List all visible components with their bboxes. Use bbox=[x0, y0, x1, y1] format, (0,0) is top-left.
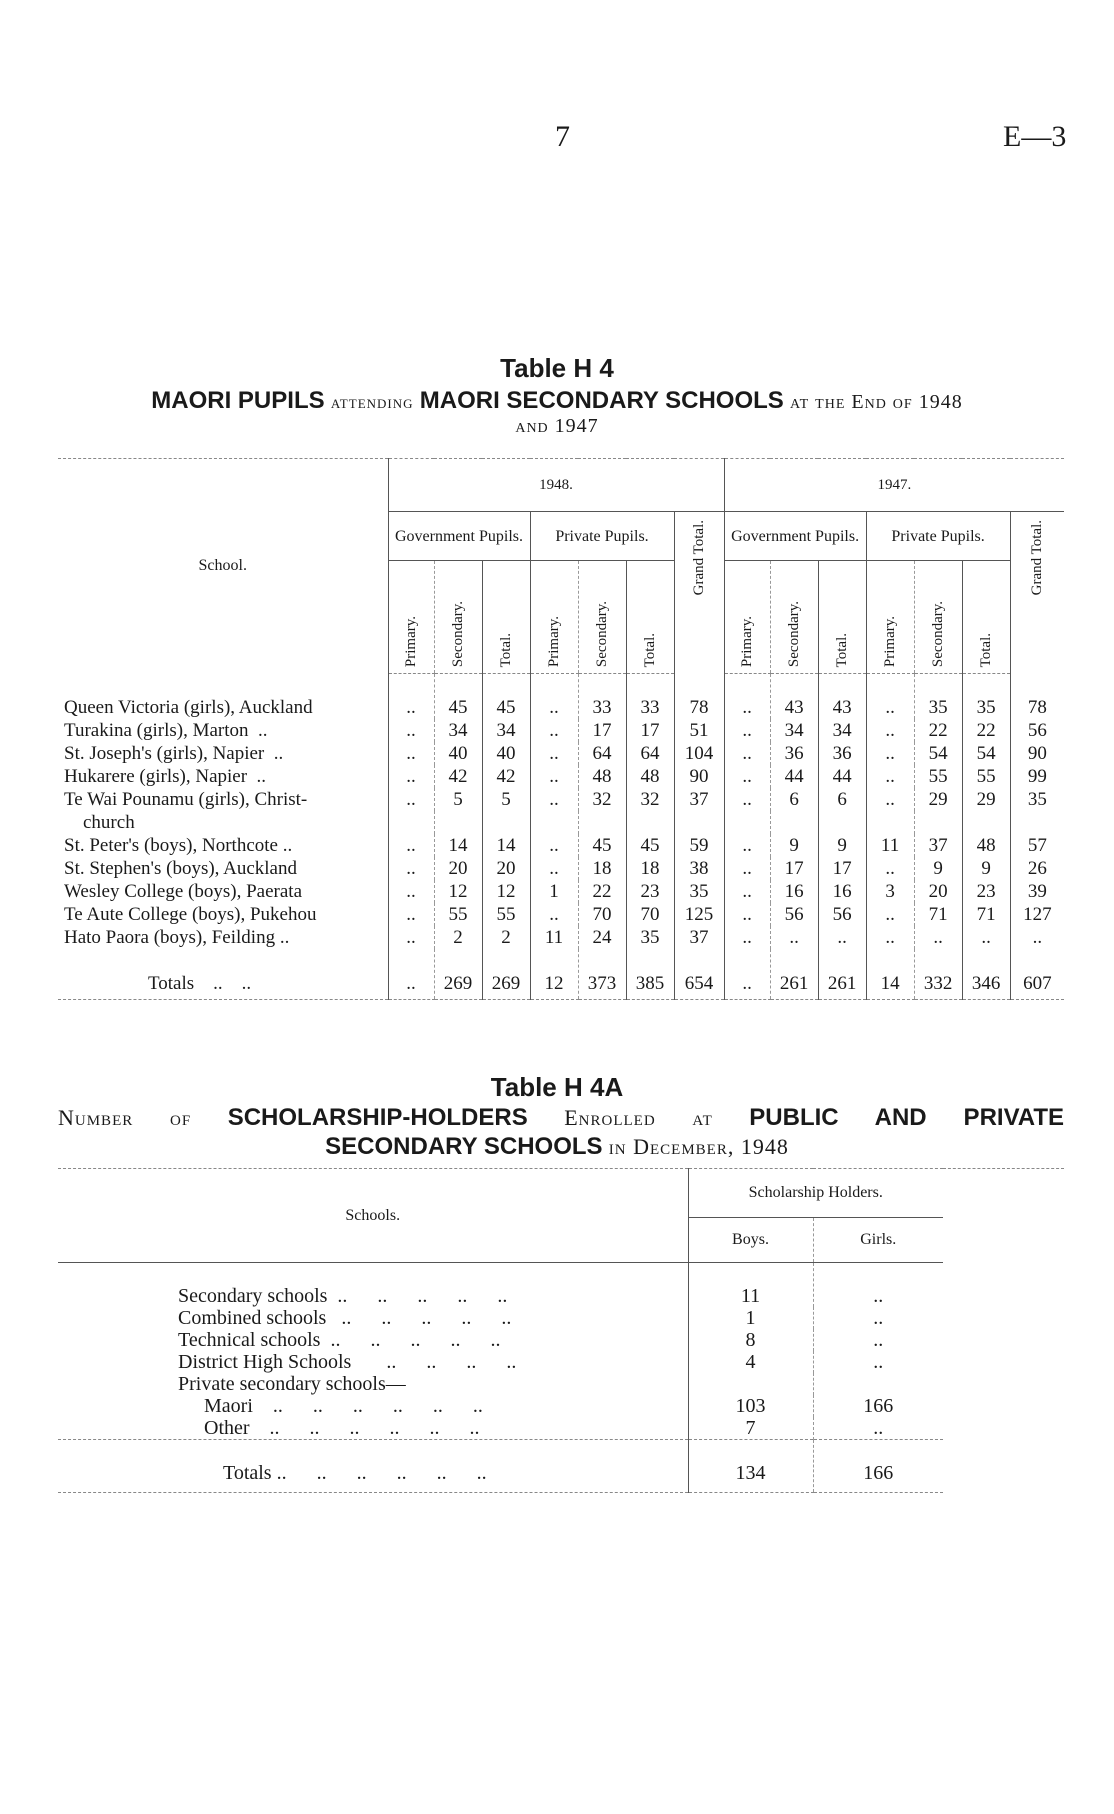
value-cell: 9 bbox=[914, 857, 962, 880]
value-cell: 6 bbox=[770, 788, 818, 811]
value-cell: 59 bbox=[674, 834, 724, 857]
value-cell: 2 bbox=[434, 926, 482, 949]
value-cell bbox=[578, 811, 626, 834]
value-cell: 20 bbox=[482, 857, 530, 880]
value-cell bbox=[818, 811, 866, 834]
value-cell: 32 bbox=[578, 788, 626, 811]
value-cell: 22 bbox=[962, 719, 1010, 742]
girls-cell bbox=[813, 1373, 943, 1395]
value-cell: 55 bbox=[914, 765, 962, 788]
subtitle-part: MAORI PUPILS bbox=[151, 387, 325, 414]
value-cell: 5 bbox=[482, 788, 530, 811]
subtitle-part: attending bbox=[330, 392, 414, 412]
table-row bbox=[58, 1329, 1064, 1351]
value-cell: 33 bbox=[626, 674, 674, 720]
value-cell: 18 bbox=[578, 857, 626, 880]
value-cell: .. bbox=[914, 926, 962, 949]
value-cell: 24 bbox=[578, 926, 626, 949]
value-cell: 48 bbox=[962, 834, 1010, 857]
value-cell: 44 bbox=[770, 765, 818, 788]
value-cell: .. bbox=[388, 788, 434, 811]
table-row bbox=[58, 811, 1064, 834]
value-cell: .. bbox=[530, 742, 578, 765]
value-cell: 56 bbox=[1010, 719, 1064, 742]
value-cell: .. bbox=[770, 926, 818, 949]
value-cell: 35 bbox=[914, 674, 962, 720]
value-cell: .. bbox=[866, 903, 914, 926]
value-cell: 57 bbox=[1010, 834, 1064, 857]
value-cell bbox=[530, 811, 578, 834]
column-header-secondary: Secondary. bbox=[578, 561, 626, 674]
value-cell: 23 bbox=[962, 880, 1010, 903]
value-cell: 29 bbox=[914, 788, 962, 811]
value-cell: .. bbox=[388, 674, 434, 720]
schools-column-header: Schools. bbox=[58, 1169, 688, 1263]
value-cell: .. bbox=[530, 765, 578, 788]
value-cell bbox=[866, 811, 914, 834]
value-cell: 9 bbox=[770, 834, 818, 857]
school-name-cell: Te Aute College (boys), Pukehou bbox=[64, 904, 317, 925]
value-cell: 55 bbox=[482, 903, 530, 926]
value-cell bbox=[770, 811, 818, 834]
value-cell: 45 bbox=[626, 834, 674, 857]
value-cell: 16 bbox=[818, 880, 866, 903]
value-cell: .. bbox=[530, 857, 578, 880]
table-row bbox=[58, 765, 1064, 788]
value-cell: .. bbox=[866, 719, 914, 742]
value-cell: .. bbox=[724, 834, 770, 857]
value-cell: 42 bbox=[434, 765, 482, 788]
table-row bbox=[58, 719, 1064, 742]
value-cell: 78 bbox=[1010, 674, 1064, 720]
school-name-cell: Hato Paora (boys), Feilding .. bbox=[64, 927, 290, 948]
school-name-cell: church bbox=[64, 812, 135, 833]
value-cell: .. bbox=[530, 788, 578, 811]
table-row bbox=[58, 1307, 1064, 1329]
total-value-cell: 261 bbox=[770, 949, 818, 1000]
value-cell: 44 bbox=[818, 765, 866, 788]
boys-total-cell: 134 bbox=[688, 1440, 813, 1493]
value-cell: .. bbox=[530, 719, 578, 742]
value-cell: 71 bbox=[914, 903, 962, 926]
value-cell: 18 bbox=[626, 857, 674, 880]
value-cell: 70 bbox=[578, 903, 626, 926]
value-cell: 32 bbox=[626, 788, 674, 811]
column-header-secondary: Secondary. bbox=[770, 561, 818, 674]
table-row bbox=[58, 1395, 1064, 1417]
totals-row bbox=[58, 949, 1064, 1000]
school-type-cell: District High Schools .. .. .. .. bbox=[178, 1351, 517, 1373]
value-cell: 9 bbox=[962, 857, 1010, 880]
table-row bbox=[58, 1263, 1064, 1308]
value-cell: 45 bbox=[434, 674, 482, 720]
scholarship-holders-header: Scholarship Holders. bbox=[688, 1169, 943, 1218]
value-cell: 23 bbox=[626, 880, 674, 903]
table-row bbox=[58, 1351, 1064, 1373]
total-value-cell: 385 bbox=[626, 949, 674, 1000]
value-cell bbox=[674, 811, 724, 834]
table-row bbox=[58, 1417, 1064, 1440]
total-value-cell: 261 bbox=[818, 949, 866, 1000]
value-cell: .. bbox=[724, 765, 770, 788]
value-cell: 45 bbox=[482, 674, 530, 720]
table-row bbox=[58, 926, 1064, 949]
value-cell: .. bbox=[724, 674, 770, 720]
column-header-primary: Primary. bbox=[724, 561, 770, 674]
value-cell: 48 bbox=[578, 765, 626, 788]
school-type-cell: Maori .. .. .. .. .. .. bbox=[204, 1395, 483, 1417]
value-cell: 6 bbox=[818, 788, 866, 811]
table-h4-subtitle-line2: and 1947 bbox=[515, 415, 599, 437]
value-cell: 34 bbox=[770, 719, 818, 742]
value-cell: .. bbox=[724, 742, 770, 765]
group-header-government: Government Pupils. bbox=[388, 512, 530, 561]
table-row bbox=[58, 674, 1064, 720]
value-cell: 54 bbox=[962, 742, 1010, 765]
value-cell bbox=[482, 811, 530, 834]
value-cell: .. bbox=[388, 926, 434, 949]
group-header-private: Private Pupils. bbox=[866, 512, 1010, 561]
column-header-primary: Primary. bbox=[530, 561, 578, 674]
column-header-secondary: Secondary. bbox=[434, 561, 482, 674]
school-name-cell: Hukarere (girls), Napier .. bbox=[64, 766, 267, 787]
value-cell: 40 bbox=[434, 742, 482, 765]
value-cell: 51 bbox=[674, 719, 724, 742]
value-cell: 2 bbox=[482, 926, 530, 949]
value-cell: 104 bbox=[674, 742, 724, 765]
total-value-cell: 654 bbox=[674, 949, 724, 1000]
table-h4a-subtitle bbox=[58, 1104, 1064, 1132]
value-cell: 43 bbox=[770, 674, 818, 720]
value-cell: 26 bbox=[1010, 857, 1064, 880]
value-cell: 78 bbox=[674, 674, 724, 720]
value-cell: .. bbox=[388, 834, 434, 857]
total-value-cell: 373 bbox=[578, 949, 626, 1000]
value-cell: 22 bbox=[914, 719, 962, 742]
value-cell: 90 bbox=[674, 765, 724, 788]
girls-cell: .. bbox=[813, 1417, 943, 1440]
value-cell: 37 bbox=[674, 788, 724, 811]
column-header-total: Total. bbox=[962, 561, 1010, 674]
value-cell: 14 bbox=[434, 834, 482, 857]
column-header-grand-total: Grand Total. bbox=[674, 512, 724, 674]
total-value-cell: 12 bbox=[530, 949, 578, 1000]
value-cell: 64 bbox=[626, 742, 674, 765]
school-name-cell: Wesley College (boys), Paerata bbox=[64, 881, 303, 902]
value-cell: .. bbox=[818, 926, 866, 949]
column-header-primary: Primary. bbox=[866, 561, 914, 674]
boys-cell: 8 bbox=[688, 1329, 813, 1351]
value-cell: .. bbox=[388, 719, 434, 742]
value-cell: .. bbox=[866, 857, 914, 880]
total-value-cell: .. bbox=[724, 949, 770, 1000]
value-cell: .. bbox=[388, 880, 434, 903]
value-cell: .. bbox=[388, 903, 434, 926]
school-name-cell: Te Wai Pounamu (girls), Christ- bbox=[64, 789, 308, 810]
boys-cell: 4 bbox=[688, 1351, 813, 1373]
document-code: E—3 bbox=[1003, 120, 1067, 153]
value-cell: 9 bbox=[818, 834, 866, 857]
value-cell: 127 bbox=[1010, 903, 1064, 926]
total-value-cell: .. bbox=[388, 949, 434, 1000]
totals-label: Totals .. .. bbox=[58, 949, 388, 1000]
value-cell: .. bbox=[388, 857, 434, 880]
school-type-cell: Technical schools .. .. .. .. .. bbox=[178, 1329, 501, 1351]
value-cell: 16 bbox=[770, 880, 818, 903]
value-cell: 12 bbox=[482, 880, 530, 903]
value-cell: 34 bbox=[482, 719, 530, 742]
value-cell: .. bbox=[866, 765, 914, 788]
school-type-cell: Combined schools .. .. .. .. .. bbox=[178, 1307, 512, 1329]
value-cell: .. bbox=[724, 719, 770, 742]
value-cell: .. bbox=[724, 880, 770, 903]
value-cell: 17 bbox=[770, 857, 818, 880]
table-row bbox=[58, 834, 1064, 857]
column-header-total: Total. bbox=[626, 561, 674, 674]
table-row bbox=[58, 880, 1064, 903]
table-h4-title: Table H 4 bbox=[500, 353, 614, 383]
school-type-cell: Secondary schools .. .. .. .. .. bbox=[178, 1285, 508, 1307]
girls-cell: .. bbox=[813, 1307, 943, 1329]
girls-total-cell: 166 bbox=[813, 1440, 943, 1493]
value-cell: 17 bbox=[578, 719, 626, 742]
value-cell bbox=[914, 811, 962, 834]
subtitle-part: Number of bbox=[58, 1105, 192, 1130]
value-cell: .. bbox=[530, 903, 578, 926]
subtitle-part: SECONDARY SCHOOLS bbox=[325, 1133, 603, 1160]
value-cell: .. bbox=[866, 742, 914, 765]
total-value-cell: 346 bbox=[962, 949, 1010, 1000]
table-h4a-subtitle-line2 bbox=[0, 1133, 1114, 1161]
value-cell: .. bbox=[724, 926, 770, 949]
value-cell: 37 bbox=[914, 834, 962, 857]
total-value-cell: 607 bbox=[1010, 949, 1064, 1000]
value-cell: 12 bbox=[434, 880, 482, 903]
value-cell: .. bbox=[530, 834, 578, 857]
boys-cell: 7 bbox=[688, 1417, 813, 1440]
value-cell bbox=[434, 811, 482, 834]
boys-cell: 11 bbox=[688, 1263, 813, 1308]
value-cell: 38 bbox=[674, 857, 724, 880]
year-header-1947: 1947. bbox=[724, 459, 1064, 512]
value-cell: 3 bbox=[866, 880, 914, 903]
school-column-header: School. bbox=[58, 459, 388, 674]
year-header-1948: 1948. bbox=[388, 459, 724, 512]
school-name-cell: St. Peter's (boys), Northcote .. bbox=[64, 835, 293, 856]
value-cell: 56 bbox=[818, 903, 866, 926]
column-header-girls: Girls. bbox=[813, 1218, 943, 1263]
value-cell: 34 bbox=[818, 719, 866, 742]
school-type-cell: Private secondary schools— bbox=[178, 1373, 406, 1395]
girls-cell: .. bbox=[813, 1329, 943, 1351]
value-cell: .. bbox=[388, 765, 434, 788]
value-cell: 1 bbox=[530, 880, 578, 903]
total-value-cell: 269 bbox=[482, 949, 530, 1000]
value-cell: 35 bbox=[674, 880, 724, 903]
value-cell bbox=[724, 811, 770, 834]
table-row bbox=[58, 903, 1064, 926]
table-h4a bbox=[58, 1168, 1064, 1493]
value-cell: 43 bbox=[818, 674, 866, 720]
value-cell: .. bbox=[866, 674, 914, 720]
group-header-government: Government Pupils. bbox=[724, 512, 866, 561]
value-cell bbox=[1010, 811, 1064, 834]
value-cell: .. bbox=[1010, 926, 1064, 949]
table-row bbox=[58, 742, 1064, 765]
table-h4-body bbox=[58, 674, 1064, 1000]
table-h4 bbox=[58, 458, 1064, 1000]
school-name-cell: St. Joseph's (girls), Napier .. bbox=[64, 743, 284, 764]
column-header-grand-total: Grand Total. bbox=[1010, 512, 1064, 674]
subtitle-part: Enrolled at bbox=[564, 1105, 713, 1130]
value-cell bbox=[962, 811, 1010, 834]
value-cell: .. bbox=[724, 857, 770, 880]
value-cell: 34 bbox=[434, 719, 482, 742]
value-cell: .. bbox=[724, 788, 770, 811]
school-name-cell: St. Stephen's (boys), Auckland bbox=[64, 858, 297, 879]
value-cell: 71 bbox=[962, 903, 1010, 926]
value-cell: .. bbox=[724, 903, 770, 926]
value-cell: .. bbox=[962, 926, 1010, 949]
value-cell: 22 bbox=[578, 880, 626, 903]
value-cell: 56 bbox=[770, 903, 818, 926]
boys-cell bbox=[688, 1373, 813, 1395]
school-name-cell: Queen Victoria (girls), Auckland bbox=[64, 696, 313, 718]
school-type-cell: Other .. .. .. .. .. .. bbox=[204, 1417, 480, 1439]
subtitle-part: at the End of 1948 bbox=[790, 391, 963, 413]
value-cell: 90 bbox=[1010, 742, 1064, 765]
table-h4a-body bbox=[58, 1263, 1064, 1493]
value-cell: 29 bbox=[962, 788, 1010, 811]
value-cell: 11 bbox=[530, 926, 578, 949]
value-cell: 36 bbox=[770, 742, 818, 765]
value-cell: 35 bbox=[962, 674, 1010, 720]
value-cell: 20 bbox=[434, 857, 482, 880]
girls-cell: 166 bbox=[813, 1395, 943, 1417]
value-cell: 48 bbox=[626, 765, 674, 788]
value-cell: .. bbox=[866, 926, 914, 949]
value-cell: 17 bbox=[626, 719, 674, 742]
value-cell: 54 bbox=[914, 742, 962, 765]
value-cell: .. bbox=[388, 742, 434, 765]
table-h4a-title: Table H 4A bbox=[490, 1072, 624, 1102]
boys-cell: 103 bbox=[688, 1395, 813, 1417]
column-header-total: Total. bbox=[482, 561, 530, 674]
total-value-cell: 332 bbox=[914, 949, 962, 1000]
subtitle-part: PUBLIC AND PRIVATE bbox=[749, 1104, 1065, 1131]
subtitle-part: in December, 1948 bbox=[608, 1134, 789, 1159]
column-header-total: Total. bbox=[818, 561, 866, 674]
totals-label: Totals .. .. .. .. .. .. bbox=[58, 1440, 688, 1493]
value-cell: 37 bbox=[674, 926, 724, 949]
column-header-primary: Primary. bbox=[388, 561, 434, 674]
value-cell: 42 bbox=[482, 765, 530, 788]
girls-cell: .. bbox=[813, 1263, 943, 1308]
girls-cell: .. bbox=[813, 1351, 943, 1373]
column-header-boys: Boys. bbox=[688, 1218, 813, 1263]
value-cell: 125 bbox=[674, 903, 724, 926]
school-name-cell: Turakina (girls), Marton .. bbox=[64, 720, 268, 741]
value-cell: 17 bbox=[818, 857, 866, 880]
value-cell: 55 bbox=[962, 765, 1010, 788]
value-cell: 55 bbox=[434, 903, 482, 926]
page-number: 7 bbox=[555, 120, 570, 153]
value-cell: .. bbox=[866, 788, 914, 811]
table-row bbox=[58, 788, 1064, 811]
value-cell bbox=[626, 811, 674, 834]
value-cell: 64 bbox=[578, 742, 626, 765]
value-cell: 70 bbox=[626, 903, 674, 926]
value-cell: 35 bbox=[626, 926, 674, 949]
value-cell: 40 bbox=[482, 742, 530, 765]
value-cell: 11 bbox=[866, 834, 914, 857]
total-value-cell: 269 bbox=[434, 949, 482, 1000]
totals-row bbox=[58, 1440, 1064, 1493]
value-cell: 20 bbox=[914, 880, 962, 903]
boys-cell: 1 bbox=[688, 1307, 813, 1329]
table-h4-subtitle bbox=[30, 387, 1084, 415]
group-header-private: Private Pupils. bbox=[530, 512, 674, 561]
value-cell: 36 bbox=[818, 742, 866, 765]
value-cell bbox=[388, 811, 434, 834]
subtitle-part: MAORI SECONDARY SCHOOLS bbox=[419, 387, 784, 414]
value-cell: 39 bbox=[1010, 880, 1064, 903]
value-cell: 33 bbox=[578, 674, 626, 720]
table-row bbox=[58, 1373, 1064, 1395]
subtitle-part: SCHOLARSHIP-HOLDERS bbox=[227, 1104, 528, 1131]
total-value-cell: 14 bbox=[866, 949, 914, 1000]
value-cell: 35 bbox=[1010, 788, 1064, 811]
table-row bbox=[58, 857, 1064, 880]
value-cell: 14 bbox=[482, 834, 530, 857]
column-header-secondary: Secondary. bbox=[914, 561, 962, 674]
value-cell: 5 bbox=[434, 788, 482, 811]
value-cell: .. bbox=[530, 674, 578, 720]
value-cell: 99 bbox=[1010, 765, 1064, 788]
value-cell: 45 bbox=[578, 834, 626, 857]
